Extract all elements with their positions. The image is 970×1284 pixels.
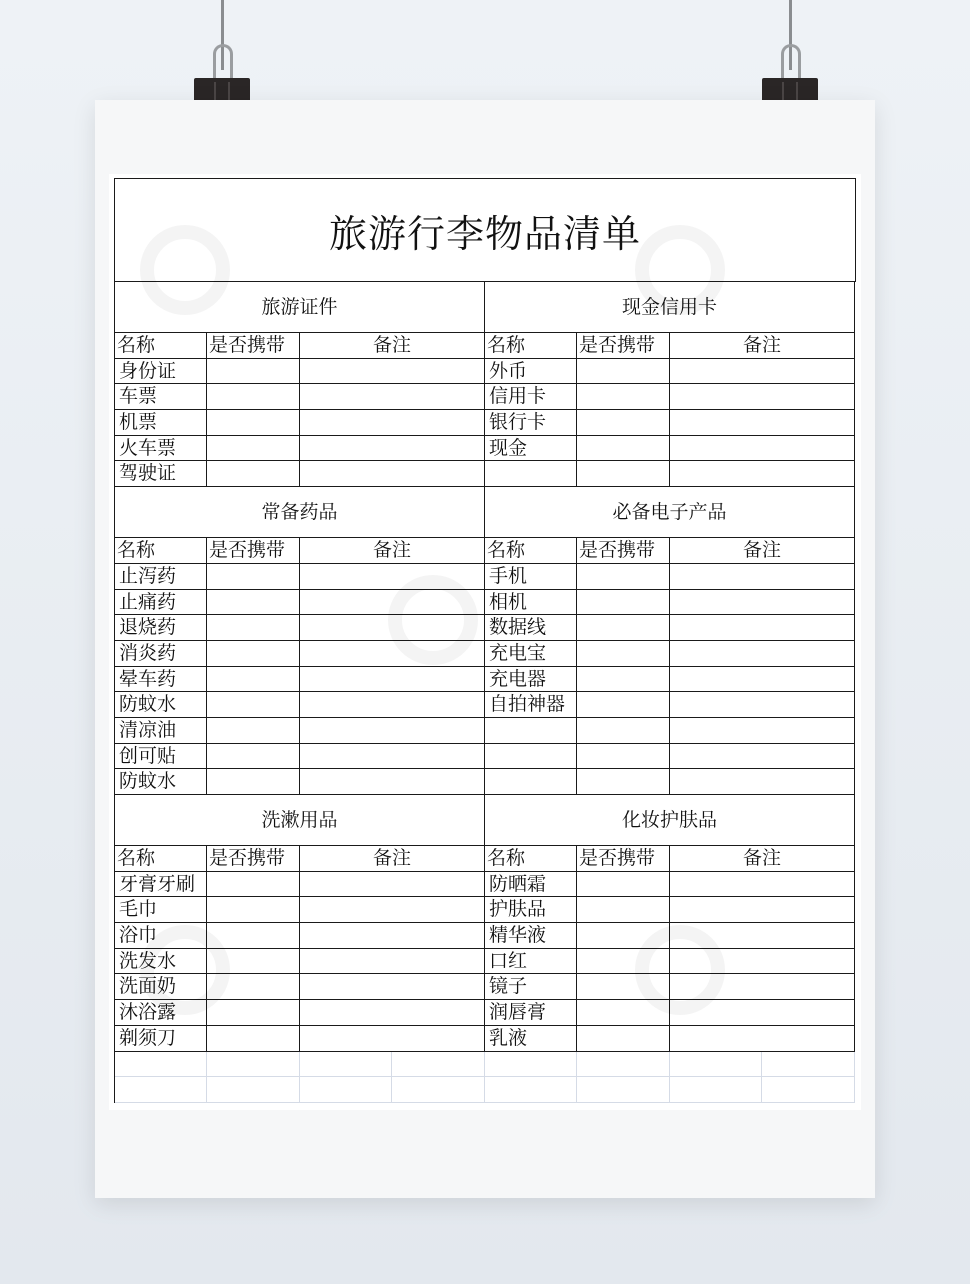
carry-cell — [207, 615, 300, 641]
note-cell — [300, 410, 485, 436]
section-title-left: 常备药品 — [115, 487, 485, 538]
empty-grid-cell — [670, 1077, 762, 1103]
item-name: 乳液 — [485, 1026, 577, 1052]
table-row — [115, 769, 856, 795]
header-name: 名称 — [115, 538, 207, 564]
empty-grid-cell — [392, 1052, 485, 1078]
note-cell — [670, 590, 855, 616]
section-title-row — [115, 795, 856, 846]
item-name: 自拍神器 — [485, 692, 577, 718]
note-cell — [670, 436, 855, 462]
item-name: 沐浴露 — [115, 1000, 207, 1026]
carry-cell — [577, 718, 670, 744]
note-cell — [670, 923, 855, 949]
header-carry: 是否携带 — [577, 846, 670, 872]
note-cell — [300, 359, 485, 385]
table-row — [115, 667, 856, 693]
empty-grid-cell — [577, 1052, 670, 1078]
item-name: 镜子 — [485, 974, 577, 1000]
header-name: 名称 — [115, 333, 207, 359]
carry-cell — [577, 384, 670, 410]
empty-grid-row — [115, 1052, 856, 1078]
note-cell — [300, 923, 485, 949]
note-cell — [670, 615, 855, 641]
item-name: 止泻药 — [115, 564, 207, 590]
note-cell — [670, 410, 855, 436]
table-row — [115, 744, 856, 770]
item-name: 创可贴 — [115, 744, 207, 770]
item-name — [485, 461, 577, 487]
note-cell — [300, 384, 485, 410]
note-cell — [670, 1000, 855, 1026]
carry-cell — [207, 436, 300, 462]
empty-grid-cell — [300, 1077, 392, 1103]
note-cell — [670, 897, 855, 923]
item-name: 消炎药 — [115, 641, 207, 667]
item-name: 清凉油 — [115, 718, 207, 744]
note-cell — [670, 974, 855, 1000]
empty-grid-cell — [670, 1052, 762, 1078]
table-row — [115, 641, 856, 667]
item-name: 身份证 — [115, 359, 207, 385]
item-name: 现金 — [485, 436, 577, 462]
note-cell — [300, 769, 485, 795]
item-name: 洗发水 — [115, 949, 207, 975]
note-cell — [300, 1026, 485, 1052]
section-title-right: 现金信用卡 — [485, 282, 855, 333]
section-title-right: 化妆护肤品 — [485, 795, 855, 846]
note-cell — [300, 461, 485, 487]
carry-cell — [207, 974, 300, 1000]
carry-cell — [577, 949, 670, 975]
note-cell — [670, 641, 855, 667]
header-note: 备注 — [670, 333, 855, 359]
empty-grid-cell — [115, 1077, 207, 1103]
table-row — [115, 590, 856, 616]
empty-grid-cell — [392, 1077, 485, 1103]
table-row — [115, 384, 856, 410]
table-row — [115, 897, 856, 923]
carry-cell — [577, 410, 670, 436]
item-name: 相机 — [485, 590, 577, 616]
item-name — [485, 744, 577, 770]
note-cell — [300, 872, 485, 898]
empty-grid-cell — [762, 1052, 855, 1078]
carry-cell — [577, 359, 670, 385]
note-cell — [670, 718, 855, 744]
table-row — [115, 718, 856, 744]
header-note: 备注 — [300, 846, 485, 872]
header-name: 名称 — [485, 538, 577, 564]
note-cell — [300, 744, 485, 770]
item-name: 充电宝 — [485, 641, 577, 667]
poster-paper — [95, 100, 875, 1198]
table-row — [115, 872, 856, 898]
note-cell — [670, 461, 855, 487]
item-name: 信用卡 — [485, 384, 577, 410]
empty-grid-row — [115, 1077, 856, 1103]
table-row — [115, 615, 856, 641]
table-row — [115, 949, 856, 975]
note-cell — [670, 564, 855, 590]
carry-cell — [207, 410, 300, 436]
header-note: 备注 — [670, 846, 855, 872]
empty-grid-cell — [485, 1052, 577, 1078]
item-name: 口红 — [485, 949, 577, 975]
note-cell — [300, 974, 485, 1000]
carry-cell — [577, 692, 670, 718]
note-cell — [300, 692, 485, 718]
item-name: 精华液 — [485, 923, 577, 949]
note-cell — [670, 872, 855, 898]
note-cell — [300, 897, 485, 923]
note-cell — [300, 718, 485, 744]
clip-arm-left — [213, 44, 233, 82]
item-name: 剃须刀 — [115, 1026, 207, 1052]
section-title-row — [115, 282, 856, 333]
section-title-left: 旅游证件 — [115, 282, 485, 333]
header-name: 名称 — [115, 846, 207, 872]
header-note: 备注 — [670, 538, 855, 564]
item-name: 浴巾 — [115, 923, 207, 949]
item-name: 火车票 — [115, 436, 207, 462]
carry-cell — [207, 949, 300, 975]
empty-grid-cell — [577, 1077, 670, 1103]
note-cell — [300, 564, 485, 590]
item-name: 牙膏牙刷 — [115, 872, 207, 898]
carry-cell — [577, 769, 670, 795]
table-row — [115, 359, 856, 385]
carry-cell — [577, 615, 670, 641]
carry-cell — [577, 436, 670, 462]
header-note: 备注 — [300, 333, 485, 359]
table-row — [115, 461, 856, 487]
carry-cell — [577, 897, 670, 923]
header-carry: 是否携带 — [577, 538, 670, 564]
item-name: 防晒霜 — [485, 872, 577, 898]
carry-cell — [207, 564, 300, 590]
note-cell — [300, 1000, 485, 1026]
carry-cell — [577, 1026, 670, 1052]
table-row — [115, 923, 856, 949]
note-cell — [670, 692, 855, 718]
carry-cell — [207, 461, 300, 487]
table-row — [115, 436, 856, 462]
carry-cell — [207, 872, 300, 898]
item-name: 车票 — [115, 384, 207, 410]
column-header-row — [115, 538, 856, 564]
empty-grid-cell — [207, 1052, 300, 1078]
carry-cell — [207, 1026, 300, 1052]
carry-cell — [577, 744, 670, 770]
carry-cell — [577, 872, 670, 898]
section-title-row — [115, 487, 856, 538]
carry-cell — [207, 897, 300, 923]
carry-cell — [577, 641, 670, 667]
carry-cell — [577, 461, 670, 487]
carry-cell — [207, 590, 300, 616]
empty-grid-cell — [485, 1077, 577, 1103]
carry-cell — [207, 641, 300, 667]
note-cell — [670, 744, 855, 770]
empty-grid-cell — [207, 1077, 300, 1103]
carry-cell — [207, 384, 300, 410]
header-carry: 是否携带 — [577, 333, 670, 359]
item-name: 晕车药 — [115, 667, 207, 693]
header-name: 名称 — [485, 333, 577, 359]
note-cell — [670, 949, 855, 975]
item-name: 毛巾 — [115, 897, 207, 923]
note-cell — [670, 384, 855, 410]
table-row — [115, 1026, 856, 1052]
carry-cell — [207, 718, 300, 744]
header-carry: 是否携带 — [207, 846, 300, 872]
carry-cell — [577, 667, 670, 693]
note-cell — [300, 949, 485, 975]
carry-cell — [577, 974, 670, 1000]
item-name — [485, 769, 577, 795]
section-title-left: 洗漱用品 — [115, 795, 485, 846]
note-cell — [670, 359, 855, 385]
item-name: 护肤品 — [485, 897, 577, 923]
item-name: 驾驶证 — [115, 461, 207, 487]
section-title-right: 必备电子产品 — [485, 487, 855, 538]
item-name: 洗面奶 — [115, 974, 207, 1000]
document-title: 旅游行李物品清单 — [115, 179, 856, 282]
note-cell — [300, 667, 485, 693]
empty-grid-cell — [300, 1052, 392, 1078]
item-name: 防蚊水 — [115, 769, 207, 795]
carry-cell — [207, 667, 300, 693]
header-carry: 是否携带 — [207, 333, 300, 359]
carry-cell — [207, 923, 300, 949]
item-name: 止痛药 — [115, 590, 207, 616]
item-name: 退烧药 — [115, 615, 207, 641]
carry-cell — [207, 769, 300, 795]
table-row — [115, 974, 856, 1000]
column-header-row — [115, 333, 856, 359]
item-name: 充电器 — [485, 667, 577, 693]
item-name: 防蚊水 — [115, 692, 207, 718]
item-name: 机票 — [115, 410, 207, 436]
table-row — [115, 564, 856, 590]
note-cell — [300, 436, 485, 462]
carry-cell — [207, 692, 300, 718]
header-carry: 是否携带 — [207, 538, 300, 564]
carry-cell — [577, 1000, 670, 1026]
carry-cell — [577, 564, 670, 590]
note-cell — [670, 1026, 855, 1052]
note-cell — [300, 615, 485, 641]
carry-cell — [207, 1000, 300, 1026]
empty-grid-cell — [115, 1052, 207, 1078]
header-name: 名称 — [485, 846, 577, 872]
item-name: 外币 — [485, 359, 577, 385]
item-name: 数据线 — [485, 615, 577, 641]
empty-grid-cell — [762, 1077, 855, 1103]
note-cell — [300, 641, 485, 667]
carry-cell — [577, 590, 670, 616]
table-row — [115, 1000, 856, 1026]
checklist-table — [114, 178, 856, 1103]
item-name: 银行卡 — [485, 410, 577, 436]
item-name: 手机 — [485, 564, 577, 590]
carry-cell — [577, 923, 670, 949]
clip-arm-right — [781, 44, 801, 82]
table-row — [115, 410, 856, 436]
column-header-row — [115, 846, 856, 872]
checklist-sheet — [109, 174, 861, 1110]
table-row — [115, 692, 856, 718]
note-cell — [670, 769, 855, 795]
carry-cell — [207, 359, 300, 385]
note-cell — [670, 667, 855, 693]
note-cell — [300, 590, 485, 616]
carry-cell — [207, 744, 300, 770]
item-name — [485, 718, 577, 744]
item-name: 润唇膏 — [485, 1000, 577, 1026]
header-note: 备注 — [300, 538, 485, 564]
